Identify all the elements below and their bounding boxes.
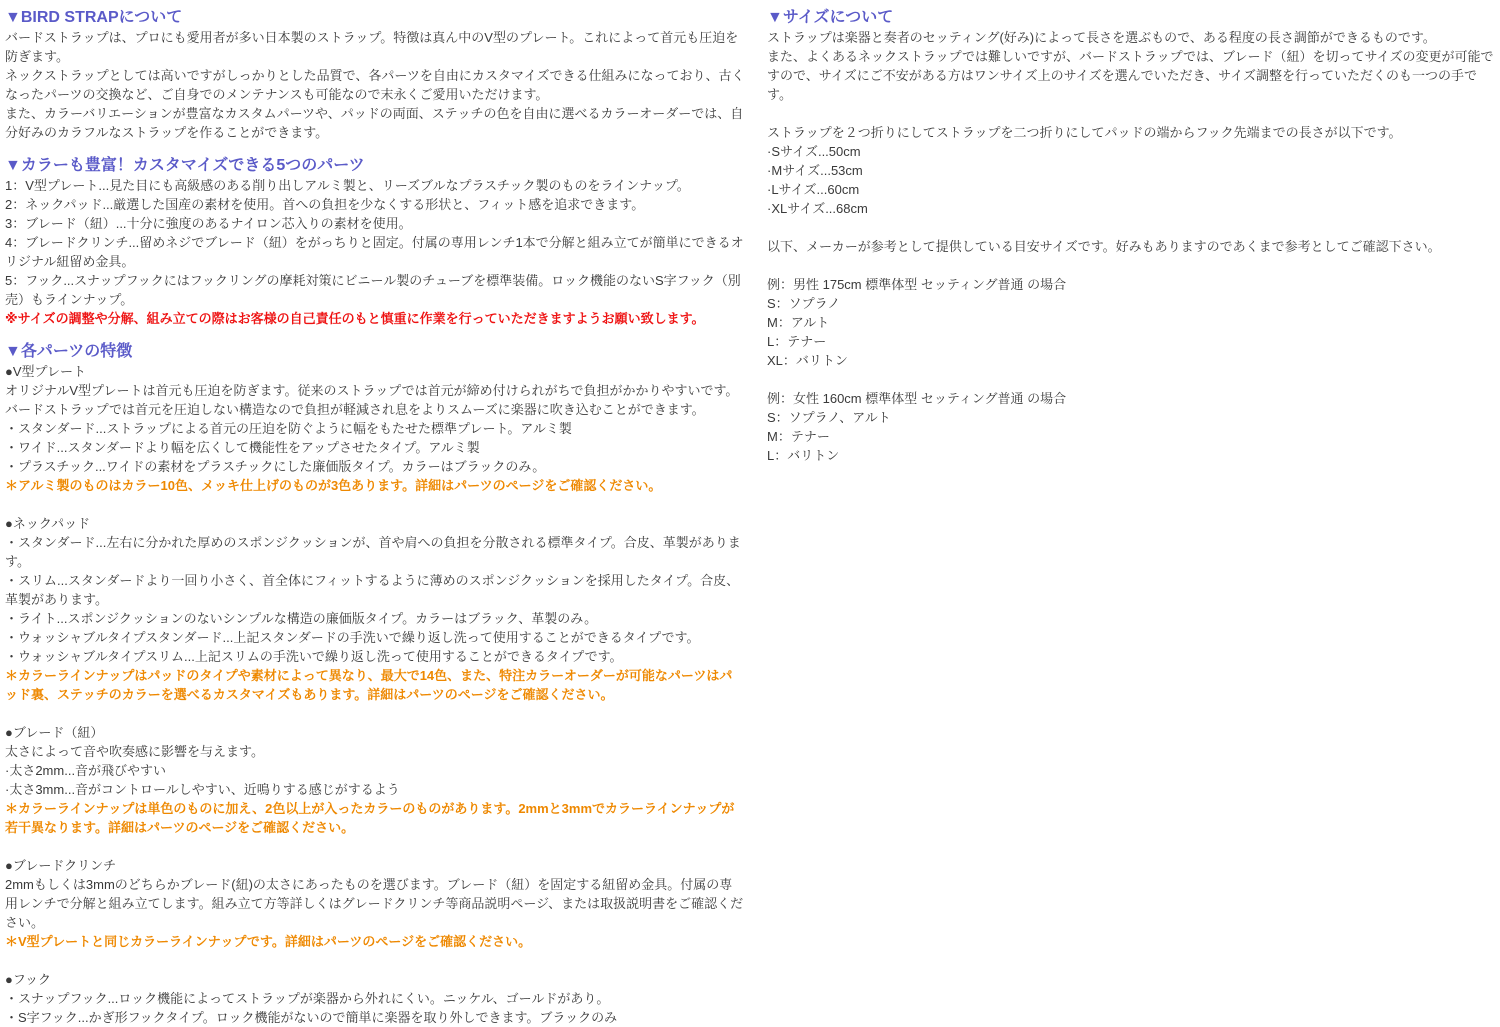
body-text-line: ●ブレード（紐） [5, 725, 104, 740]
body-text-line: S：ソプラノ、アルト [767, 410, 891, 425]
body-text-line: ・S字フック...かぎ形フックタイプ。ロック機能がないので簡単に楽器を取り外しできます。ブラックのみ [5, 1010, 618, 1025]
body-text-line: 以下、メーカーが参考として提供している目安サイズです。好みもありますのであくまで参考としてご確認下さい。 [767, 239, 1441, 254]
body-text-line: 1：V型プレート...見た目にも高級感のある削り出しアルミ製と、リーズブルなプラスチック製のものをラインナップ。 [5, 178, 690, 193]
body-text-line: ●V型プレート [5, 364, 87, 379]
body-text-line: 5：フック...スナップフックにはフックリングの摩耗対策にビニール製のチューブを標準装備。ロック機能のないS字フック（別売）もラインナップ。 [5, 273, 741, 307]
body-text-line: ·XLサイズ...68cm [767, 201, 868, 216]
body-text-line: 例：男性 175cm 標準体型 セッティング普通 の場合 [767, 277, 1067, 292]
body-text-line: 例：女性 160cm 標準体型 セッティング普通 の場合 [767, 391, 1067, 406]
body-text-line: ●ブレードクリンチ [5, 858, 117, 873]
section-heading: ▼各パーツの特徴 [5, 343, 133, 360]
body-text-line: 2mmもしくは3mmのどちらかブレード(紐)の太さにあったものを選びます。ブレード（紐）を固定する紐留め金具。付属の専用レンチで分解と組み立てします。組み立て方等詳しくはグレードクリンチ等商品説明ページ、または取扱説明書をご確認ください。 [5, 877, 744, 930]
body-text-line: ·太さ2mm...音が飛びやすい [5, 763, 167, 778]
body-text-line: ストラップは楽器と奏者のセッティング(好み)によって長さを選ぶもので、ある程度の長さ調節ができるものです。 [767, 30, 1436, 45]
body-text-line: ・スナップフック...ロック機能によってストラップが楽器から外れにくい。ニッケル、ゴールドがあり。 [5, 991, 610, 1006]
body-text-line: L：テナー [767, 334, 827, 349]
body-text-line: ・プラスチック...ワイドの素材をプラスチックにした廉価版タイプ。カラーはブラックのみ。 [5, 459, 546, 474]
body-text-line: ·Lサイズ...60cm [767, 182, 860, 197]
blank-line [767, 218, 1497, 237]
note-text: ＊アルミ製のものはカラー10色、メッキ仕上げのものが3色あります。詳細はパーツのページをご確認ください。 [5, 478, 662, 493]
blank-line [767, 256, 1497, 275]
body-text-line: ・スタンダード...左右に分かれた厚めのスポンジクッションが、首や肩への負担を分散される標準タイプ。合皮、革製があります。 [5, 535, 741, 569]
body-text-line: ・ウォッシャブルタイプスリム...上記スリムの手洗いで繰り返し洗って使用することができるタイプです。 [5, 649, 623, 664]
body-text-line: 太さによって音や吹奏感に影響を与えます。 [5, 744, 264, 759]
body-text-line: バードストラップでは首元を圧迫しない構造なので負担が軽減され息をよりスムーズに楽器に吹き込むことができます。 [5, 402, 705, 417]
blank-line [767, 370, 1497, 389]
note-text: ＊カラーラインナップは単色のものに加え、2色以上が入ったカラーのものがあります。2mmと3mmでカラーラインナップが若干異なります。詳細はパーツのページをご確認ください。 [5, 801, 735, 835]
body-text-line: ·Sサイズ...50cm [767, 144, 861, 159]
section-heading: ▼サイズについて [767, 9, 894, 26]
body-text-line: 2：ネックパッド...厳選した国産の素材を使用。首への負担を少なくする形状と、フィット感を追求できます。 [5, 197, 645, 212]
body-text-line: また、よくあるネックストラップでは難しいですが、バードストラップでは、ブレード（紐）を切ってサイズの変更が可能ですので、サイズにご不安がある方はワンサイズ上のサイズを選んでいただき、サイズ調整を行っていただくのも一つの手です。 [767, 49, 1494, 102]
about-column [5, 7, 745, 1027]
size-column [767, 7, 1497, 465]
body-text-line: また、カラーバリエーションが豊富なカスタムパーツや、パッドの両面、ステッチの色を自由に選べるカラーオーダーでは、自分好みのカラフルなストラップを作ることができます。 [5, 106, 744, 140]
body-text-line: ・ライト...スポンジクッションのないシンプルな構造の廉価版タイプ。カラーはブラック、革製のみ。 [5, 611, 598, 626]
blank-line [767, 104, 1497, 123]
body-text-line: ・スリム...スタンダードより一回り小さく、首全体にフィットするように薄めのスポンジクッションを採用したタイプ。合皮、革製があります。 [5, 573, 740, 607]
body-text-line: ●ネックパッド [5, 516, 91, 531]
body-text-line: 3：ブレード（紐）...十分に強度のあるナイロン芯入りの素材を使用。 [5, 216, 412, 231]
body-text-line: M：アルト [767, 315, 830, 330]
body-text-line: ·Mサイズ...53cm [767, 163, 863, 178]
body-text-line: L：バリトン [767, 448, 840, 463]
blank-line [5, 837, 745, 856]
blank-line [5, 495, 745, 514]
body-text-line: オリジナルV型プレートは首元も圧迫を防ぎます。従来のストラップでは首元が締め付けられがちで負担がかかりやすいです。 [5, 383, 739, 398]
body-text-line: 4：ブレードクリンチ...留めネジでブレード（紐）をがっちりと固定。付属の専用レンチ1本で分解と組み立てが簡単にできるオリジナル紐留め金具。 [5, 235, 744, 269]
warning-text: ※サイズの調整や分解、組み立ての際はお客様の自己責任のもと慎重に作業を行っていただきますようお願い致します。 [5, 311, 705, 326]
body-text-line: ·太さ3mm...音がコントロールしやすい、近鳴りする感じがするよう [5, 782, 400, 797]
blank-line [5, 704, 745, 723]
body-text-line: ネックストラップとしては高いですがしっかりとした品質で、各パーツを自由にカスタマイズできる仕組みになっており、古くなったパーツの交換など、ご自身でのメンテナンスも可能なので末永くご愛用いただけます。 [5, 68, 745, 102]
body-text-line: ・ウォッシャブルタイプスタンダード...上記スタンダードの手洗いで繰り返し洗って使用することができるタイプです。 [5, 630, 700, 645]
body-text-line: M：テナー [767, 429, 830, 444]
note-text: ＊V型プレートと同じカラーラインナップです。詳細はパーツのページをご確認ください。 [5, 934, 532, 949]
section-heading: ▼BIRD STRAPについて [5, 9, 183, 26]
section-heading: ▼カラーも豊富！カスタマイズできる5つのパーツ [5, 157, 365, 174]
body-text-line: ・スタンダード...ストラップによる首元の圧迫を防ぐように幅をもたせた標準プレート。アルミ製 [5, 421, 572, 436]
note-text: ＊カラーラインナップはパッドのタイプや素材によって異なり、最大で14色、また、特注カラーオーダーが可能なパーツはパッド裏、ステッチのカラーを選べるカスタマイズもあります。詳細はパーツのページをご確認ください。 [5, 668, 733, 702]
body-text-line: S：ソプラノ [767, 296, 841, 311]
blank-line [5, 951, 745, 970]
body-text-line: バードストラップは、プロにも愛用者が多い日本製のストラップ。特徴は真ん中のV型のプレート。これによって首元も圧迫を防ぎます。 [5, 30, 739, 64]
body-text-line: XL：バリトン [767, 353, 848, 368]
body-text-line: ストラップを２つ折りにしてストラップを二つ折りにしてパッドの端からフック先端までの長さが以下です。 [767, 125, 1402, 140]
body-text-line: ●フック [5, 972, 51, 987]
body-text-line: ・ワイド...スタンダードより幅を広くして機能性をアップさせたタイプ。アルミ製 [5, 440, 480, 455]
